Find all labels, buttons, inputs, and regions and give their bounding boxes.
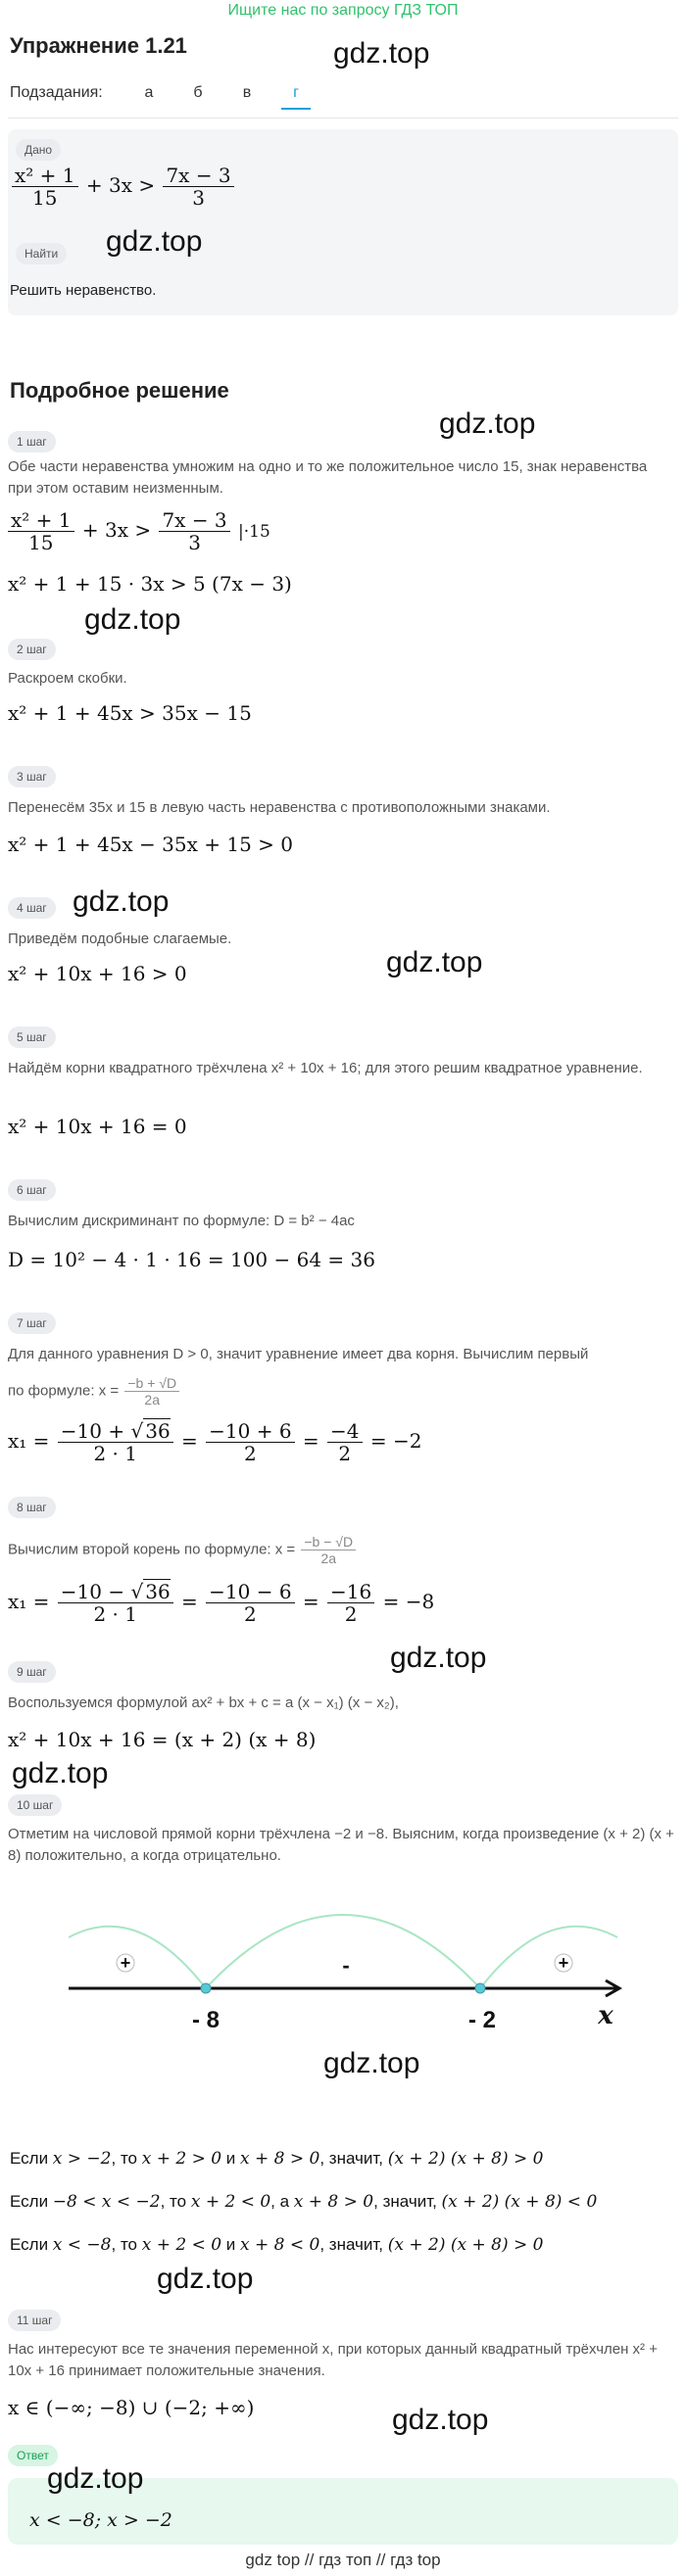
watermark: gdz.top bbox=[84, 603, 181, 636]
watermark: gdz.top bbox=[392, 2404, 489, 2436]
step-formula: x² + 10x + 16 > 0 bbox=[8, 962, 187, 985]
axis-label: x bbox=[598, 2001, 613, 2030]
step-formula: D = 10² − 4 · 1 · 16 = 100 − 64 = 36 bbox=[8, 1248, 375, 1271]
root-point-right bbox=[475, 1983, 485, 1993]
step-badge: 4 шаг bbox=[8, 897, 56, 919]
sign-condition: Если −8 < x < −2, то x + 2 < 0, а x + 8 > 0, значит, (x + 2) (x + 8) < 0 bbox=[10, 2192, 598, 2212]
given-inequality: $\frac{\text{x² + 1}}{15}$ + 3x > $\frac{7x - 3}{3}$ bbox=[10, 165, 236, 209]
subtask-label: Подзадания: bbox=[10, 84, 103, 101]
tab-v[interactable]: в bbox=[242, 84, 252, 101]
tab-b[interactable]: б bbox=[193, 84, 203, 101]
find-text: Решить неравенство. bbox=[10, 282, 157, 299]
root-point-left bbox=[201, 1983, 211, 1993]
sign-arc-right bbox=[480, 1927, 617, 1988]
step-text-formula-hint: по формуле: x = $\frac{-b + √D}{2a}$ bbox=[8, 1375, 181, 1407]
watermark: gdz.top bbox=[157, 2263, 254, 2295]
step-badge: 11 шаг bbox=[8, 2310, 61, 2331]
footer-links[interactable]: gdz top // гдз топ // гдз top bbox=[245, 2551, 441, 2569]
problem-card bbox=[8, 129, 678, 315]
watermark: gdz.top bbox=[106, 225, 203, 258]
watermark: gdz.top bbox=[390, 1642, 487, 1674]
step-text: Приведём подобные слагаемые. bbox=[8, 930, 232, 947]
step-badge: 10 шаг bbox=[8, 1794, 62, 1816]
find-badge: Найти bbox=[16, 243, 67, 264]
step-badge: 5 шаг bbox=[8, 1026, 56, 1048]
sign-condition: Если x < −8, то x + 2 < 0 и x + 8 < 0, значит, (x + 2) (x + 8) > 0 bbox=[10, 2235, 544, 2255]
step-text: Нас интересуют все те значения переменной x, при которых данный квадратный трёхчлен x² + 10x + 16 принимает положительные значения. bbox=[8, 2341, 658, 2379]
step-formula: x ∈ (−∞; −8) ∪ (−2; +∞) bbox=[8, 2396, 255, 2419]
root-label-right: - 2 bbox=[467, 2007, 497, 2033]
step-text: Обе части неравенства умножим на одно и то же положительное число 15, знак неравенства при этом оставим неизменным. bbox=[8, 458, 648, 497]
sign-right: + bbox=[558, 1953, 569, 1973]
step-badge: 7 шаг bbox=[8, 1312, 56, 1334]
step-badge: 9 шаг bbox=[8, 1661, 56, 1683]
step-badge: 8 шаг bbox=[8, 1497, 56, 1518]
step-formula: x₁ = $\frac{-10 - √ 36}{2 \cdot 1}$ = $\frac{-10 - 6}{2}$ = $\frac{-16}{2}$ = −8 bbox=[8, 1580, 435, 1626]
watermark: gdz.top bbox=[333, 37, 430, 70]
step-badge: 1 шаг bbox=[8, 431, 56, 453]
watermark: gdz.top bbox=[47, 2462, 144, 2495]
step-formula: x² + 1 + 15 · 3x > 5 (7x − 3) bbox=[8, 572, 292, 596]
step-badge: 3 шаг bbox=[8, 766, 56, 787]
step-text: Для данного уравнения D > 0, значит уравнение имеет два корня. Вычислим первый bbox=[8, 1346, 589, 1362]
root-label-left: - 8 bbox=[191, 2007, 220, 2033]
step-badge: 2 шаг bbox=[8, 639, 56, 660]
step-text: Раскроем скобки. bbox=[8, 670, 127, 687]
step-badge: 6 шаг bbox=[8, 1179, 56, 1201]
answer-value: x < −8; x > −2 bbox=[29, 2509, 172, 2531]
sign-middle: - bbox=[342, 1953, 350, 1978]
step-formula: x₁ = $\frac{-10 + √ 36}{2 \cdot 1}$ = $\frac{-10 + 6}{2}$ = $\frac{-4}{2}$ = −2 bbox=[8, 1419, 422, 1465]
step-text: Перенесём 35x и 15 в левую часть неравенства с противоположными знаками. bbox=[8, 799, 551, 816]
step-formula: x² + 1 + 45x > 35x − 15 bbox=[8, 701, 252, 725]
given-badge: Дано bbox=[16, 139, 61, 161]
solution-title: Подробное решение bbox=[10, 378, 229, 403]
step-formula: x² + 10x + 16 = (x + 2) (x + 8) bbox=[8, 1728, 317, 1751]
top-banner[interactable]: Ищите нас по запросу ГДЗ ТОП bbox=[227, 2, 459, 19]
step-text: Отметим на числовой прямой корни трёхчлена −2 и −8. Выясним, когда произведение (x + 2) (x + 8) положительно, а когда отрицательно. bbox=[8, 1826, 674, 1864]
watermark: gdz.top bbox=[73, 885, 170, 918]
watermark: gdz.top bbox=[439, 407, 536, 440]
tab-a[interactable]: а bbox=[144, 84, 154, 101]
step-text: Воспользуемся формулой ax² + bx + c = a (x − x₁) (x − x₂), bbox=[8, 1694, 399, 1711]
sign-left: + bbox=[120, 1953, 131, 1973]
step-text: Найдём корни квадратного трёхчлена x² + 10x + 16; для этого решим квадратное уравнение. bbox=[8, 1060, 643, 1076]
step-formula: x² + 1 + 45x − 35x + 15 > 0 bbox=[8, 833, 294, 856]
step-text: Вычислим дискриминант по формуле: D = b² − 4ac bbox=[8, 1213, 355, 1229]
divider bbox=[8, 118, 678, 119]
page-title: Упражнение 1.21 bbox=[10, 33, 187, 58]
watermark: gdz.top bbox=[12, 1757, 109, 1789]
step-formula: x² + 10x + 16 = 0 bbox=[8, 1115, 187, 1138]
sign-condition: Если x > −2, то x + 2 > 0 и x + 8 > 0, значит, (x + 2) (x + 8) > 0 bbox=[10, 2149, 544, 2169]
tab-g[interactable]: г bbox=[281, 84, 311, 110]
sign-arc-left bbox=[69, 1927, 206, 1988]
answer-badge: Ответ bbox=[8, 2445, 58, 2466]
watermark: gdz.top bbox=[323, 2047, 420, 2079]
watermark: gdz.top bbox=[386, 946, 483, 978]
step-text: Вычислим второй корень по формуле: x = $\frac{-b - √D}{2a}$ bbox=[8, 1534, 358, 1566]
step-formula: $\frac{\text{x² + 1}}{15}$ + 3x > $\frac{7x - 3}{3}$ |·15 bbox=[6, 509, 270, 553]
